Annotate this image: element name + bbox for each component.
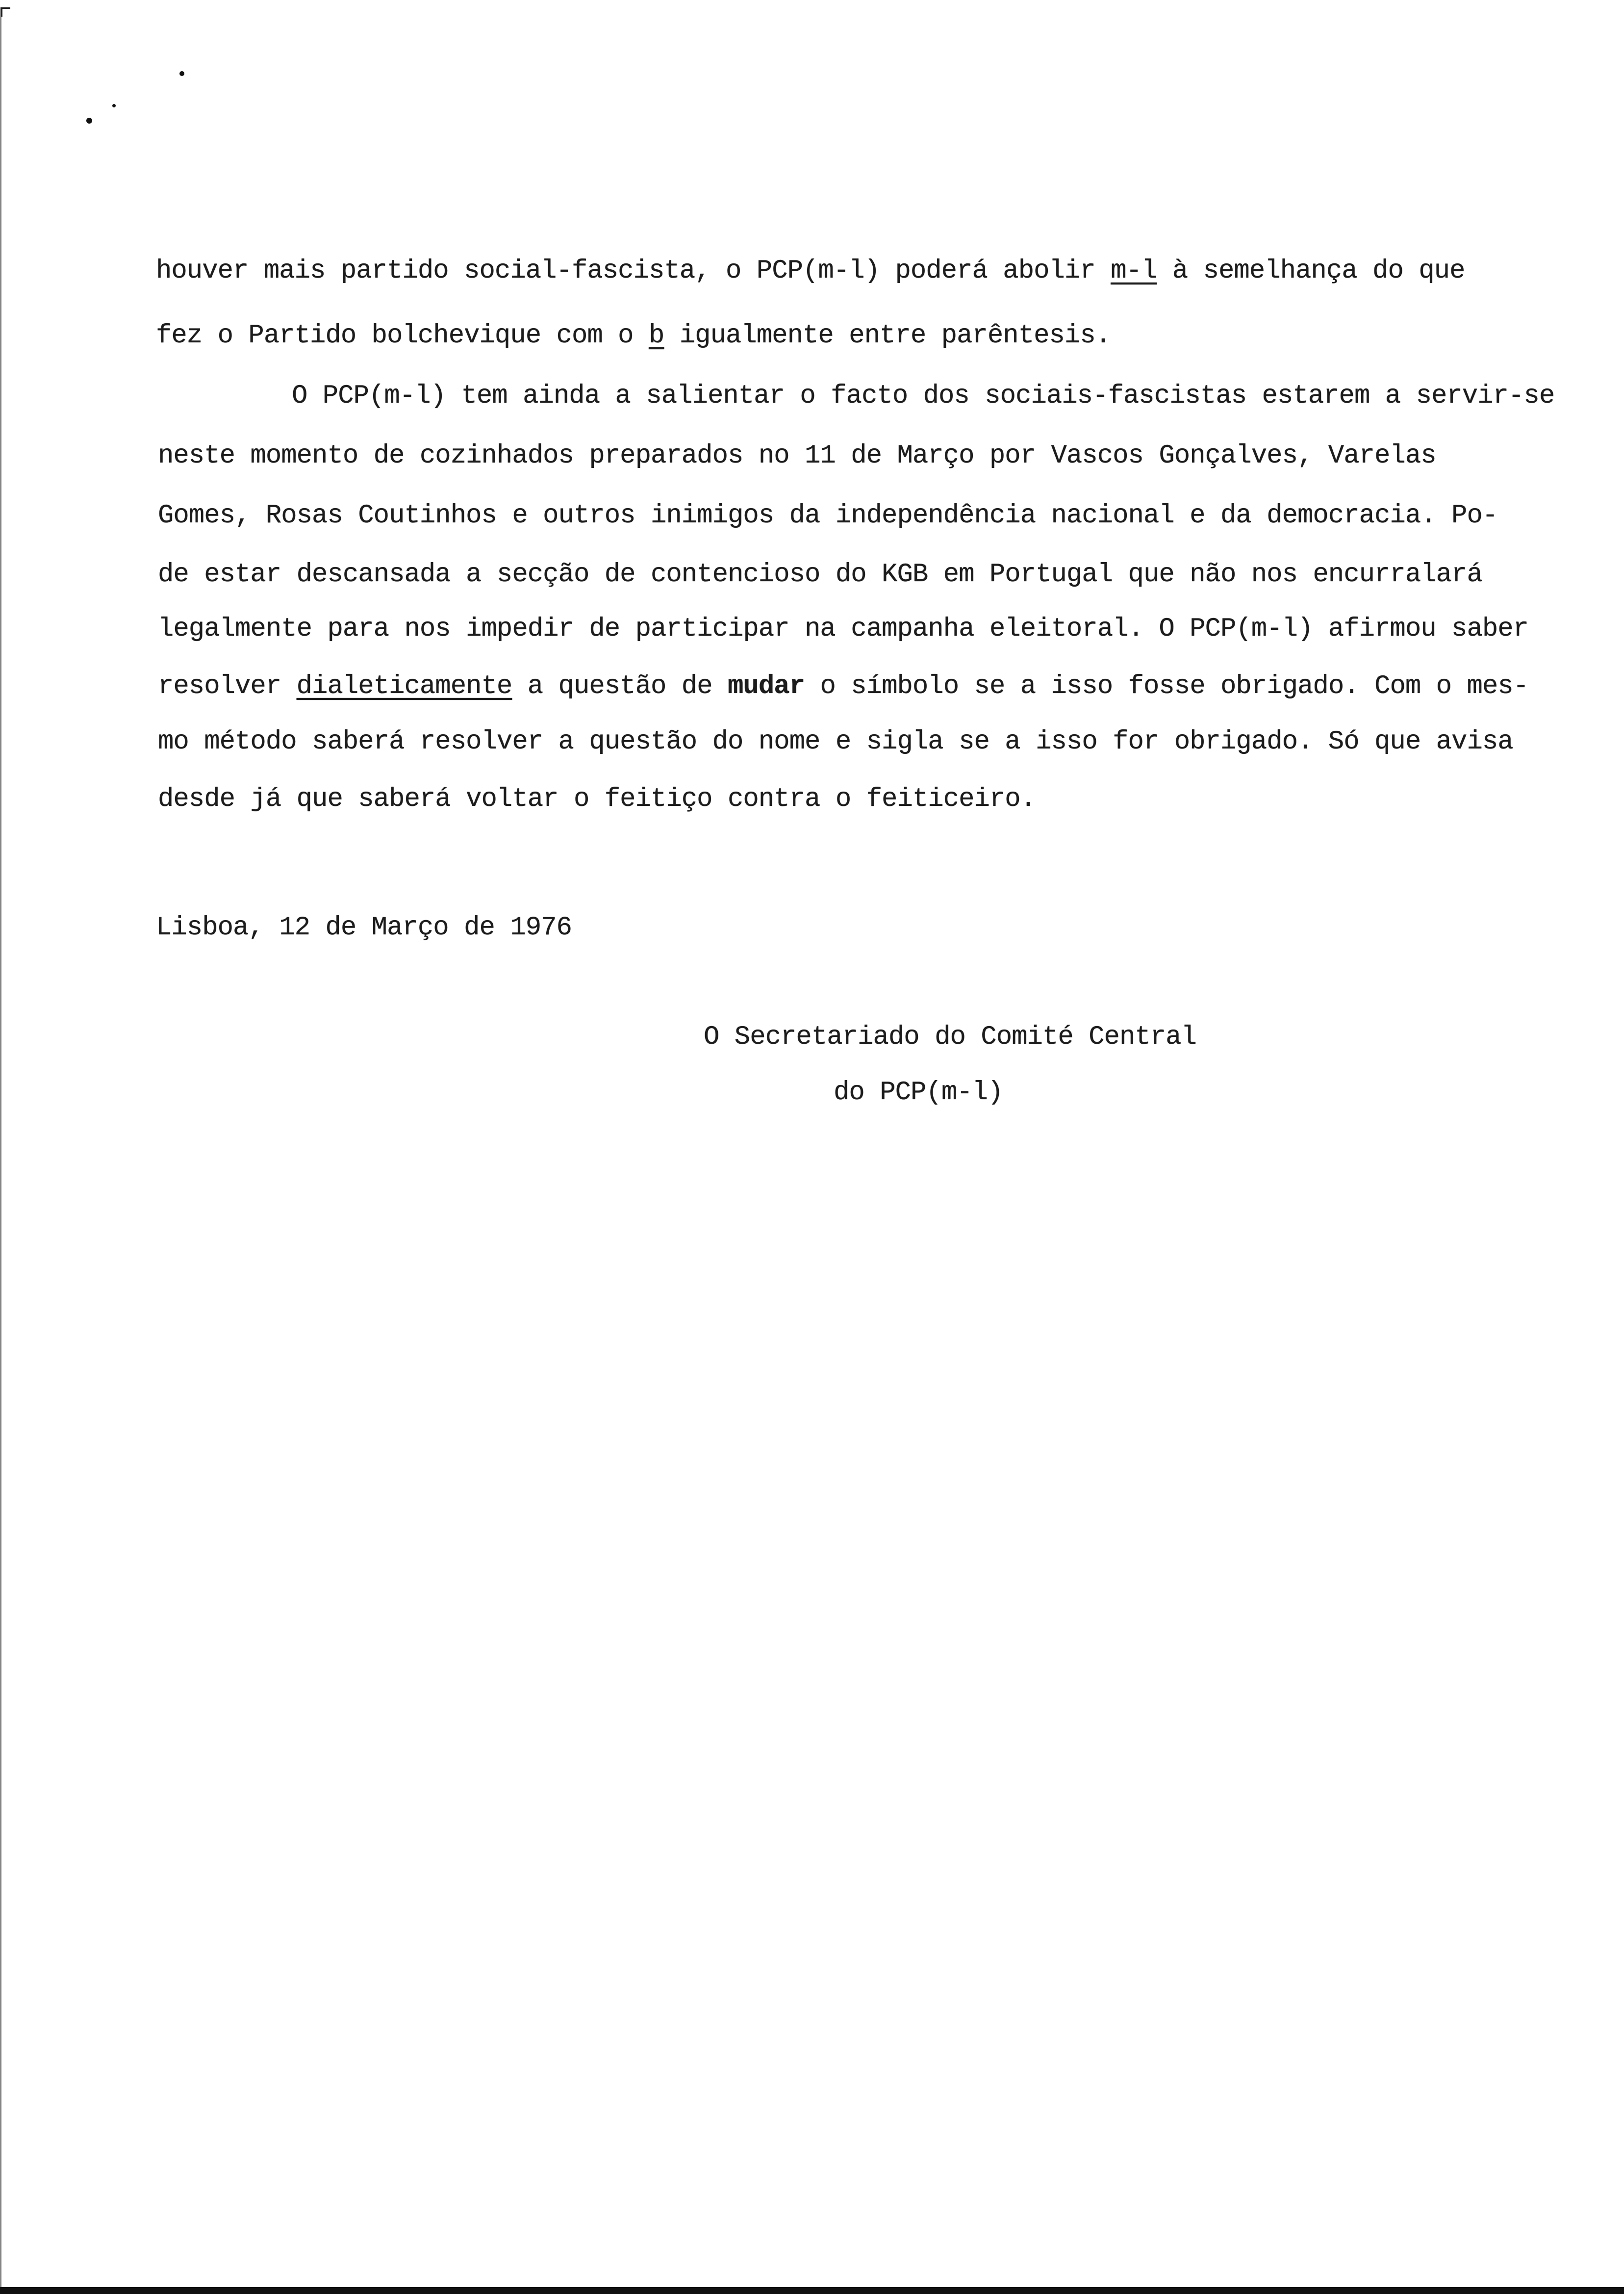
scan-speck	[112, 104, 116, 107]
text-segment: à semelhança do que	[1157, 256, 1465, 286]
text-line: Gomes, Rosas Coutinhos e outros inimigos da independência nacional e da democracia. Po-	[158, 501, 1498, 531]
scan-corner-mark	[1, 7, 10, 17]
text-line	[156, 257, 1465, 286]
underlined-text: dialeticamente	[296, 671, 512, 701]
text-segment: o símbolo se a isso fosse obrigado. Com o mes-	[805, 671, 1529, 701]
scan-bottom-edge	[0, 2287, 1624, 2294]
text-segment: a questão de	[512, 671, 728, 701]
signature-line-1: O Secretariado do Comité Central	[704, 1022, 1196, 1052]
dateline: Lisboa, 12 de Março de 1976	[156, 913, 572, 943]
text-line	[158, 672, 1528, 701]
text-line: neste momento de cozinhados preparados no 11 de Março por Vascos Gonçalves, Varelas	[158, 441, 1436, 471]
scan-left-edge	[0, 7, 1, 2288]
text-line: O PCP(m-l) tem ainda a salientar o facto dos sociais-fascistas estarem a servir-se	[292, 381, 1555, 411]
text-line: legalmente para nos impedir de participar na campanha eleitoral. O PCP(m-l) afirmou saber	[158, 614, 1529, 644]
text-segment: resolver	[158, 671, 297, 701]
underlined-text: b	[648, 321, 664, 351]
signature-line-2: do PCP(m-l)	[834, 1078, 1003, 1108]
scan-speck	[179, 71, 184, 76]
text-segment: fez o Partido bolchevique com o	[156, 321, 649, 351]
scan-speck	[86, 118, 92, 124]
text-line	[156, 321, 1111, 351]
text-line: desde já que saberá voltar o feitiço contra o feiticeiro.	[158, 784, 1036, 814]
text-segment: igualmente entre parêntesis.	[664, 321, 1111, 351]
text-segment: houver mais partido social-fascista, o PCP(m-l) poderá abolir	[156, 256, 1111, 286]
bold-text: mudar	[728, 671, 805, 701]
text-line: mo método saberá resolver a questão do nome e sigla se a isso for obrigado. Só que avisa	[158, 727, 1513, 757]
underlined-text: m-l	[1111, 256, 1157, 286]
text-line: de estar descansada a secção de contencioso do KGB em Portugal que não nos encurralará	[158, 560, 1482, 590]
